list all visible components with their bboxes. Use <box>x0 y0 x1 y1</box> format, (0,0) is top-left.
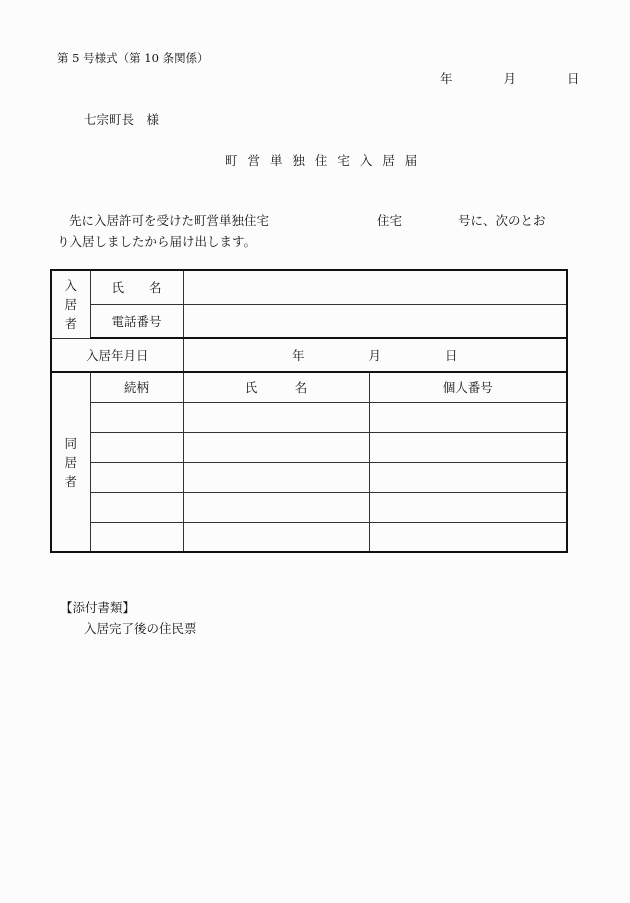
id-number-cell[interactable] <box>369 492 567 522</box>
relation-cell[interactable] <box>90 432 183 462</box>
cohabitant-name-cell[interactable] <box>183 402 369 432</box>
body-text-a: 先に入居許可を受けた町営単独住宅 <box>69 213 270 228</box>
occupant-phone-field[interactable] <box>183 304 567 338</box>
cohabitant-name-cell[interactable] <box>183 432 369 462</box>
relation-header: 続柄 <box>90 372 183 402</box>
table-row <box>51 432 567 462</box>
occupant-label-char: 者 <box>64 315 77 331</box>
cohabitant-label <box>51 372 90 552</box>
date-day-label: 日 <box>566 71 580 86</box>
table-row <box>51 462 567 492</box>
document-title: 町 営 単 独 住 宅 入 居 届 <box>225 153 421 168</box>
relation-cell[interactable] <box>90 492 183 522</box>
cohabitant-label-char: 同 <box>64 435 77 451</box>
cohabitant-name-cell[interactable] <box>183 492 369 522</box>
body-line-2: り入居しましたから届け出します。 <box>57 234 257 249</box>
registration-table <box>50 269 568 553</box>
date-year-label: 年 <box>440 71 453 86</box>
occupant-name-field[interactable] <box>183 270 567 304</box>
cohabitant-name-cell[interactable] <box>183 522 369 552</box>
id-number-cell[interactable] <box>369 402 567 432</box>
id-number-header: 個人番号 <box>369 372 567 402</box>
occupant-label-char: 入 <box>64 277 77 293</box>
move-in-year: 年 <box>292 348 305 363</box>
date-month-label: 月 <box>503 71 516 86</box>
relation-cell[interactable] <box>90 522 183 552</box>
move-in-day: 日 <box>444 348 458 363</box>
attachments-heading: 【添付書類】 <box>60 600 136 615</box>
move-in-date-label: 入居年月日 <box>51 338 183 372</box>
body-text-c: 号に、次のとお <box>458 213 546 228</box>
cohabitant-label-char: 居 <box>64 454 77 470</box>
move-in-month: 月 <box>368 348 381 363</box>
table-row <box>51 402 567 432</box>
move-in-date-field[interactable] <box>183 338 567 372</box>
cohabitant-name-cell[interactable] <box>183 462 369 492</box>
occupant-label <box>51 270 90 338</box>
name-label: 氏 名 <box>90 270 183 304</box>
table-row <box>51 522 567 552</box>
body-line-1 <box>57 211 546 229</box>
addressee: 七宗町長 様 <box>84 112 160 127</box>
relation-cell[interactable] <box>90 462 183 492</box>
form-number: 第 5 号様式（第 10 条関係） <box>57 51 209 65</box>
occupant-label-char: 居 <box>64 296 77 312</box>
body-text-b: 住宅 <box>377 213 403 228</box>
relation-cell[interactable] <box>90 402 183 432</box>
id-number-cell[interactable] <box>369 522 567 552</box>
cohabitant-label-char: 者 <box>64 473 77 489</box>
cohabitant-name-header: 氏 名 <box>183 372 369 402</box>
phone-label: 電話番号 <box>90 304 183 338</box>
id-number-cell[interactable] <box>369 432 567 462</box>
attachment-item: 入居完了後の住民票 <box>84 621 197 636</box>
submission-date <box>440 69 579 87</box>
id-number-cell[interactable] <box>369 462 567 492</box>
table-row <box>51 492 567 522</box>
